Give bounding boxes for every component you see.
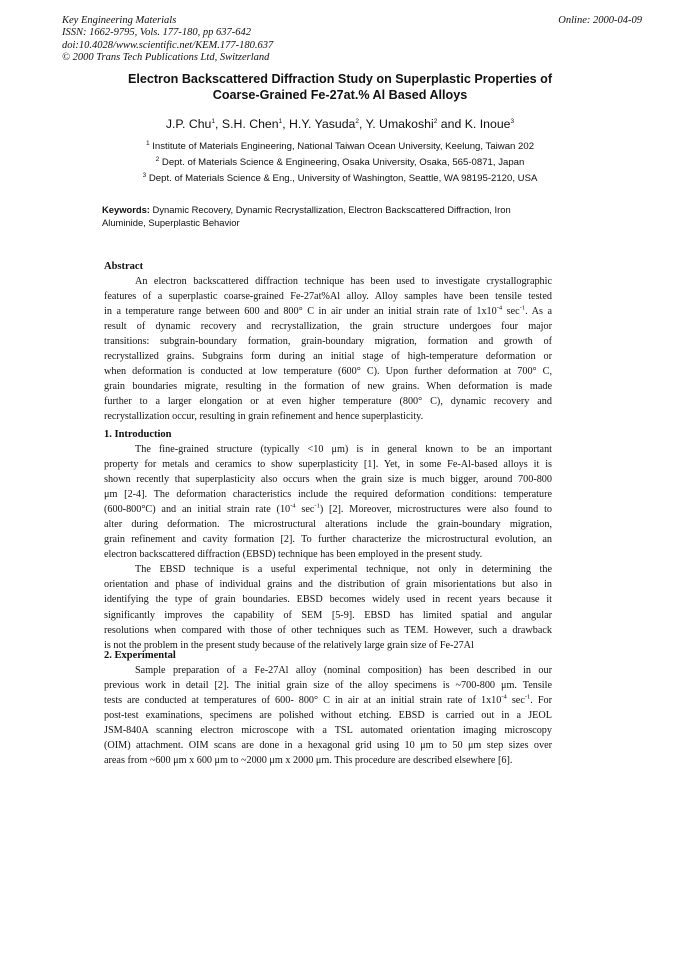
title-line-2: Coarse-Grained Fe-27at.% Al Based Alloys: [212, 87, 468, 102]
author-4: , Y. Umakoshi: [359, 117, 434, 131]
experimental-line: Sample preparation of a Fe-27Al alloy (nominal composition) has been described in our: [135, 665, 552, 676]
affiliation-1: [60, 141, 620, 152]
abstract-body: [104, 274, 552, 424]
affiliation-1-text: Institute of Materials Engineering, National Taiwan Ocean University, Keelung, Taiwan 202: [149, 141, 535, 152]
affiliation-3-mark: 3: [142, 171, 147, 179]
intro-line: identifying the type of grain boundaries. EBSD becomes widely used in recent years because it: [104, 594, 552, 606]
journal-name: Key Engineering Materials: [62, 15, 177, 26]
keywords-line-1: Dynamic Recovery, Dynamic Recrystallization, Electron Backscattered Diffraction, Iron: [149, 204, 511, 215]
intro-line: grain refinement and cavity formation [2]. To further characterize the microstructural evolution, an: [104, 534, 552, 546]
abstract-line: result of dynamic recovery and recrystallization, the grain structure undergoes four major: [104, 321, 552, 333]
author-2: , S.H. Chen: [215, 117, 279, 131]
abstract-line: transitions: subgrain-boundary formation, grain-boundary migration, formation and growth of: [104, 336, 552, 348]
online-date: Online: 2000-04-09: [558, 15, 642, 26]
intro-line: shown recently that superplasticity also occurs when the grain size is much bigger, around 700-800: [104, 474, 552, 486]
abstract-line: further to a larger elongation or at even higher temperature (800° C), dynamic recovery and: [104, 396, 552, 408]
keywords-block: [102, 203, 562, 229]
experimental-line: areas from ~600 μm x 600 μm to ~2000 μm x 2000 μm. This procedure are described elsewhere [6].: [104, 755, 513, 767]
author-5: and K. Inoue: [437, 117, 511, 131]
intro-line: μm [2-4]. The deformation characteristics include the required deformation conditions: temperature: [104, 489, 552, 501]
affiliation-2: [60, 157, 620, 168]
author-3: , H.Y. Yasuda: [282, 117, 356, 131]
intro-body: [104, 442, 552, 653]
abstract-line: when deformation is conducted at low temperature (600° C). Upon further deformation at 700° C,: [104, 366, 552, 378]
abstract-line: grain boundaries migrate, resulting in the formation of new grains. When deformation is made: [104, 381, 552, 393]
experimental-line: (OIM) attachment. OIM scans are done in a hexagonal grid using 10 μm to 50 μm step sizes over: [104, 740, 552, 752]
experimental-line: JSM-840A scanning electron microscope with a TSL automated orientation imaging microscopy: [104, 725, 552, 737]
intro-line: electron backscattered diffraction (EBSD) technique has been employed in the present study.: [104, 549, 483, 561]
author-list: [60, 117, 620, 131]
author-1: J.P. Chu: [165, 117, 212, 131]
abstract-line: features of a superplastic coarse-grained Fe-27at%Al alloy. Alloy samples have been tensile tested: [104, 291, 552, 303]
abstract-line: recrystallization occur, resulting in grain refinement and hence superplasticity.: [104, 411, 424, 423]
experimental-line: tests are conducted at temperatures of 600- 800° C in air at an initial strain rate of $1x10^{-4}$ $\sec^{-1}$. For: [104, 693, 552, 707]
intro-line: is not the problem in the present study because of the relatively large grain size of Fe-27Al: [104, 639, 474, 651]
abstract-line: An electron backscattered diffraction technique has been used to investigate crystallographic: [135, 276, 552, 287]
author-5-affil: 3: [510, 117, 515, 125]
affiliation-2-mark: 2: [155, 155, 160, 163]
title-line-1: Electron Backscattered Diffraction Study on Superplastic Properties of: [127, 72, 553, 86]
keywords-line-2: Aluminide, Superplastic Behavior: [102, 217, 240, 228]
abstract-line: recrystallized grains. Subgrains form during an initial stage of high-temperature deformation or: [104, 351, 552, 363]
intro-line: The fine-grained structure (typically <10 μm) is in general known to be an important: [135, 444, 552, 455]
keywords-label: Keywords:: [102, 204, 150, 215]
intro-line: orientation and phase of individual grains and the distribution of grain misorientations but also in: [104, 579, 552, 591]
affiliation-1-mark: 1: [145, 139, 150, 147]
intro-line: The EBSD technique is a useful experimental technique, not only in determining the: [135, 564, 552, 576]
affiliation-3-text: Dept. of Materials Science & Eng., University of Washington, Seattle, WA 98195-2120, USA: [146, 173, 538, 184]
abstract-heading: Abstract: [104, 261, 144, 272]
author-3-affil: 2: [355, 117, 359, 125]
abstract-line: in a temperature range between 600 and 800° C in air under an initial strain rate of $1x10^{-4}$ $\sec^{-1}$. As a: [104, 304, 553, 318]
intro-line: significantly improves the capability of SEM [5-9]. EBSD has limited spatial and angular: [104, 609, 552, 621]
intro-heading: 1. Introduction: [104, 429, 172, 440]
paper-title: [60, 72, 620, 103]
journal-header: [62, 15, 273, 65]
author-1-affil: 1: [211, 117, 216, 125]
affiliation-2-text: Dept. of Materials Science & Engineering, Osaka University, Osaka, 565-0871, Japan: [159, 157, 525, 168]
experimental-body: [104, 663, 552, 768]
author-2-affil: 1: [278, 117, 283, 125]
experimental-line: previous work in detail [2]. The initial grain size of the alloy specimens is ~700-800 μm. Tensile: [104, 680, 552, 692]
experimental-heading: 2. Experimental: [104, 650, 176, 661]
experimental-line: post-test examinations, specimens are polished without etching. EBSD is carried out in a JEOL: [104, 710, 552, 722]
author-4-affil: 2: [433, 117, 438, 125]
intro-line: alter during deformation. The microstructural alterations include the grain-boundary migration,: [104, 519, 552, 531]
affiliation-3: [60, 173, 620, 184]
doi-line: doi:10.4028/www.scientific.net/KEM.177-180.637: [62, 39, 274, 51]
copyright-line: © 2000 Trans Tech Publications Ltd, Switzerland: [62, 52, 270, 64]
intro-line: resolutions when compared with those of other techniques such as TEM. However, such a drawback: [104, 624, 552, 636]
issn-line: ISSN: 1662-9795, Vols. 177-180, pp 637-642: [62, 27, 251, 39]
intro-line: (600-800°C) and an initial strain rate ($10^{-4}$ $\sec^{-1}$) [2]. Moreover, microstructures were also found to: [104, 502, 552, 516]
intro-line: property for metals and ceramics to show superplasticity [1]. Yet, in some Fe-Al-based alloys it is: [104, 459, 552, 471]
